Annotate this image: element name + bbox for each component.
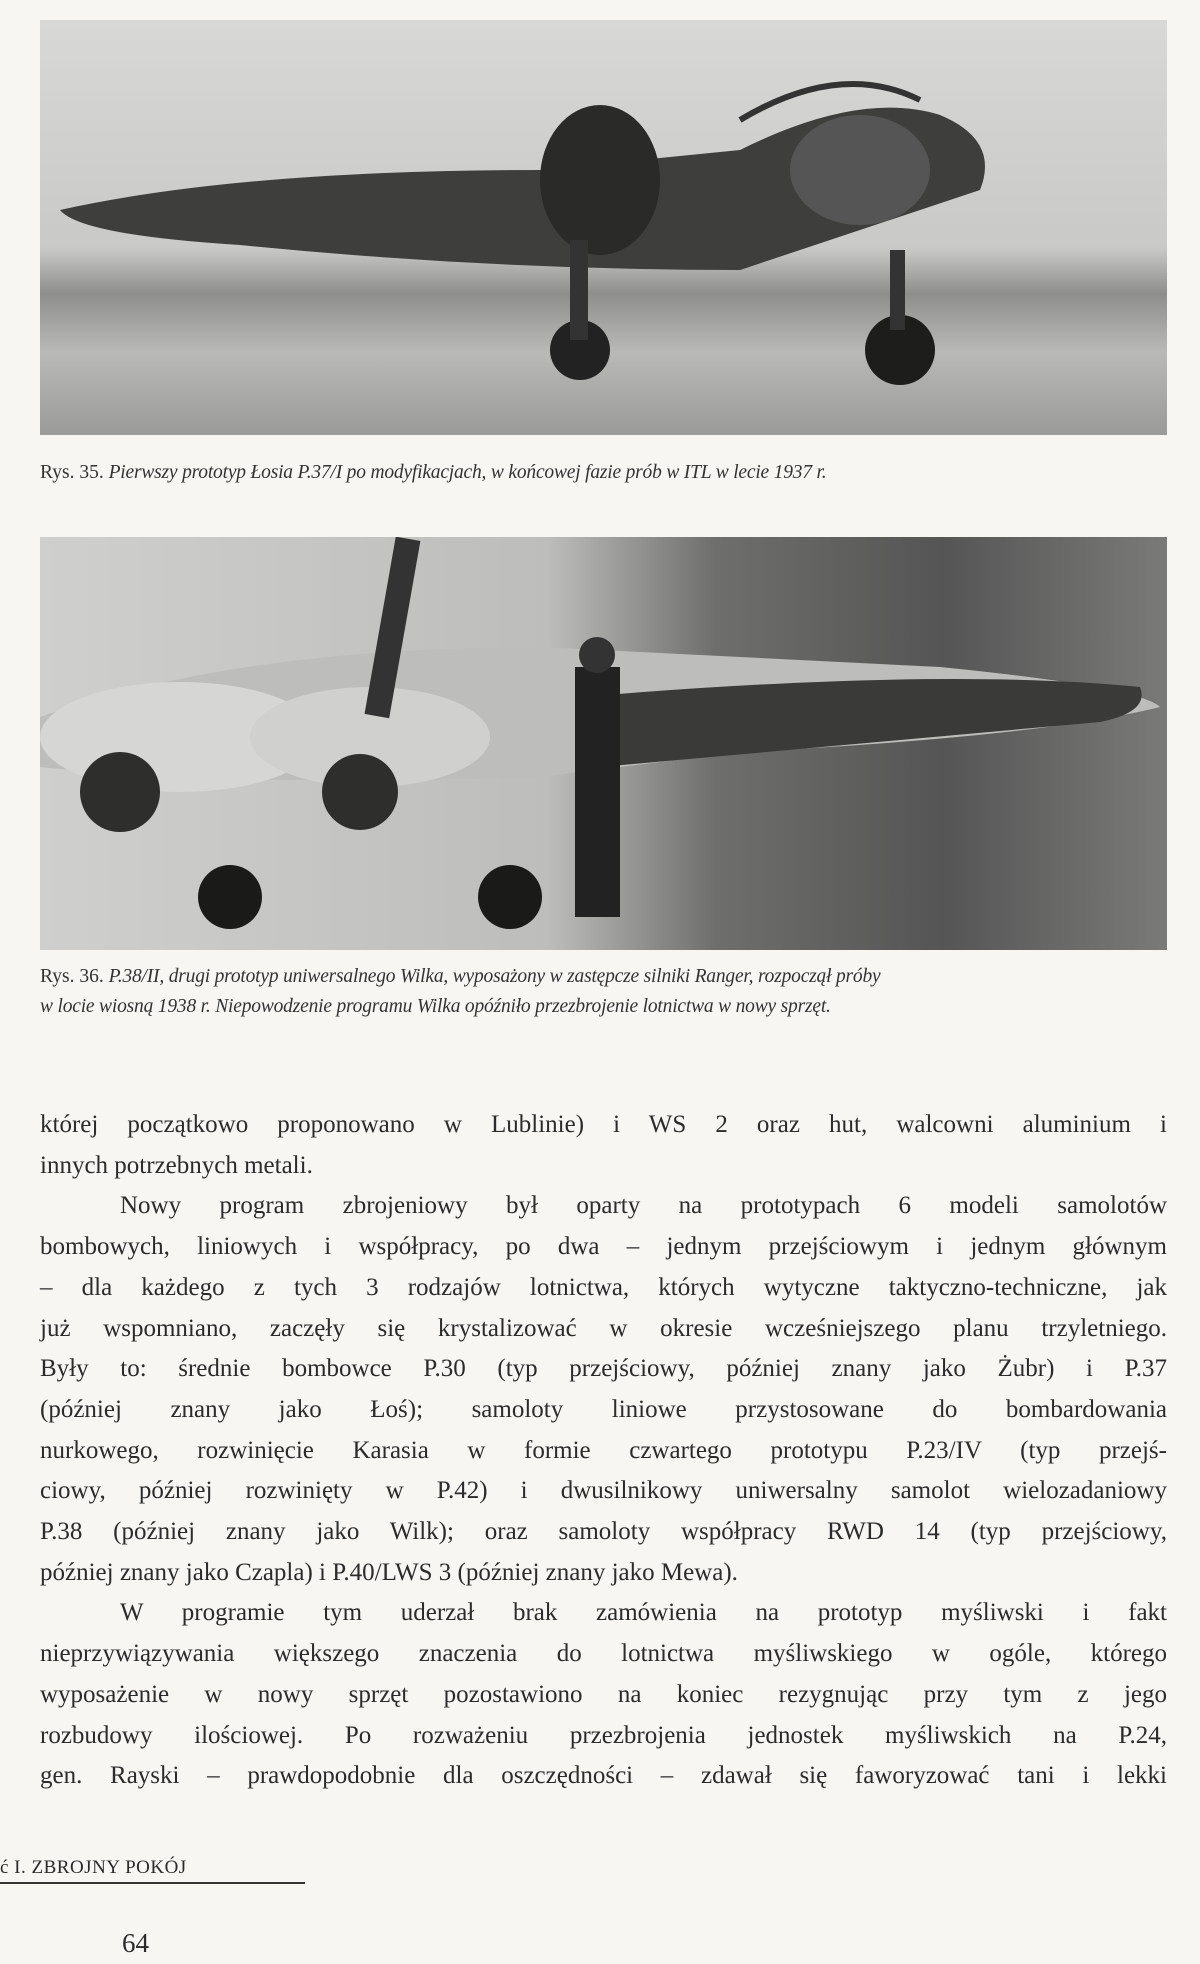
- running-head: ć I. ZBROJNY POKÓJ: [0, 1857, 187, 1878]
- figure-caption-35: [40, 458, 1167, 488]
- figure-caption-line: P.38/II, drugi prototyp uniwersalnego Wilka, wyposażony w zastępcze silniki Ranger, rozpoczął próby: [108, 966, 881, 987]
- text-line: rozbudowy ilościowej. Po rozważeniu przezbrojenia jednostek myśliwskich na P.24,: [40, 1721, 1167, 1749]
- text-line: później znany jako Czapla) i P.40/LWS 3 (później znany jako Mewa).: [40, 1558, 738, 1586]
- figure-caption-text: Pierwszy prototyp Łosia P.37/I po modyfikacjach, w końcowej fazie prób w ITL w lecie 1937 r.: [108, 462, 827, 483]
- text-line: bombowych, liniowych i współpracy, po dwa – jednym przejściowym i jednym głównym: [40, 1233, 1167, 1261]
- text-line: innych potrzebnych metali.: [40, 1151, 313, 1179]
- running-footer: [0, 1852, 305, 1884]
- body-text: [40, 1105, 1167, 1797]
- text-line: ciowy, później rozwinięty w P.42) i dwusilnikowy uniwersalny samolot wielozadaniowy: [40, 1477, 1167, 1505]
- figure-label: Rys. 36.: [40, 966, 104, 987]
- text-line: wyposażenie w nowy sprzęt pozostawiono na koniec rezygnując przy tym z jego: [40, 1680, 1167, 1708]
- text-line: – dla każdego z tych 3 rodzajów lotnictwa, których wytyczne taktyczno-techniczne, jak: [40, 1273, 1167, 1301]
- text-line: nieprzywiązywania większego znaczenia do lotnictwa myśliwskiego w ogóle, którego: [40, 1640, 1167, 1668]
- text-line: (później znany jako Łoś); samoloty liniowe przystosowane do bombardowania: [40, 1395, 1167, 1423]
- text-line: W programie tym uderzał brak zamówienia na prototyp myśliwski i fakt: [120, 1599, 1167, 1627]
- photo-p37-prototype: [40, 20, 1167, 435]
- page-number: 64: [122, 1928, 149, 1958]
- figure-label: Rys. 35.: [40, 462, 104, 483]
- text-line: już wspomniano, zaczęły się krystalizować w okresie wcześniejszego planu trzyletniego.: [40, 1314, 1167, 1342]
- text-line: P.38 (później znany jako Wilk); oraz samoloty współpracy RWD 14 (typ przejściowy,: [40, 1518, 1167, 1546]
- photo-p38-prototype: [40, 537, 1167, 950]
- figure-caption-36: [40, 962, 1167, 1022]
- figure-caption-line: w locie wiosną 1938 r. Niepowodzenie programu Wilka opóźniło przezbrojenie lotnictwa w nowy sprzęt.: [40, 996, 831, 1017]
- text-line: której początkowo proponowano w Lublinie) i WS 2 oraz hut, walcowni aluminium i: [40, 1111, 1167, 1138]
- text-line: Były to: średnie bombowce P.30 (typ przejściowy, później znany jako Żubr) i P.37: [40, 1355, 1167, 1383]
- text-line: nurkowego, rozwinięcie Karasia w formie czwartego prototypu P.23/IV (typ przejś-: [40, 1436, 1167, 1464]
- text-line: gen. Rayski – prawdopodobnie dla oszczędności – zdawał się faworyzować tani i lekki: [40, 1762, 1167, 1790]
- text-line: Nowy program zbrojeniowy był oparty na prototypach 6 modeli samolotów: [120, 1192, 1167, 1220]
